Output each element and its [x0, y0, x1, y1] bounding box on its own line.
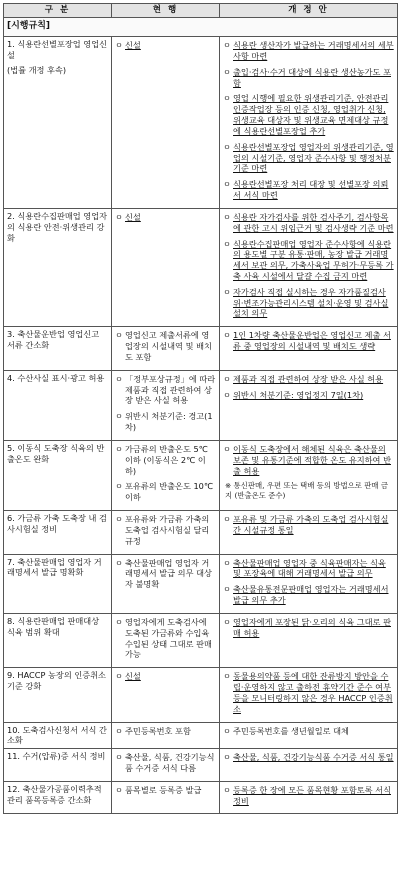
revised-text: 식용란수집판매업 영업자 준수사항에 식용란의 용도별 구분 유통·판매, 농장 발급 거래명세서 보관 의무, 가축사육업 무허가·무등록 가축 사육 시설에서 달걀 수집 금지 마련 [233, 238, 394, 281]
current-item [115, 40, 216, 51]
revised-cell [220, 511, 398, 554]
bullet-mark: ㅇ [115, 557, 123, 568]
category-text: 3. 축산물운반업 영업신고 서류 간소화 [7, 329, 100, 351]
revised-cell [220, 781, 398, 814]
category-cell [4, 722, 112, 749]
current-cell [112, 613, 220, 667]
revised-item [223, 671, 394, 714]
table-row [4, 208, 398, 326]
bullet-mark: ㅇ [115, 481, 123, 492]
current-cell [112, 511, 220, 554]
category-note: (법률 개정 후속) [7, 64, 67, 75]
current-item [115, 481, 216, 503]
category-text: 1. 식용란선별포장업 영업신설 [7, 39, 108, 60]
category-cell [4, 37, 112, 209]
current-cell [112, 370, 220, 440]
table-row [4, 749, 398, 782]
current-text: 품목별로 등록증 발급 [125, 784, 202, 795]
current-cell [112, 327, 220, 370]
category-cell [4, 668, 112, 722]
current-cell [112, 440, 220, 510]
current-item [115, 444, 216, 476]
category-cell [4, 781, 112, 814]
header-category: 구 분 [4, 4, 112, 18]
revised-text: 영업자에게 포장된 닭·오리의 식육 그대로 판매 허용 [233, 616, 391, 638]
category-cell [4, 613, 112, 667]
bullet-mark: ㅇ [223, 784, 231, 795]
current-cell [112, 668, 220, 722]
current-item [115, 752, 216, 774]
current-item [115, 411, 216, 433]
current-cell [112, 37, 220, 209]
current-cell [112, 781, 220, 814]
revised-item [223, 142, 394, 174]
revised-text: 주민등록번호를 생년월일로 대체 [233, 725, 349, 736]
revised-item [223, 752, 394, 763]
bullet-mark: ㅇ [223, 238, 231, 249]
current-text: 신설 [125, 211, 141, 222]
section-row [4, 18, 398, 37]
table-row [4, 511, 398, 554]
revised-cell [220, 327, 398, 370]
category-text: 9. HACCP 농장의 인증취소 기준 강화 [7, 670, 106, 692]
bullet-mark: ㅇ [223, 179, 231, 190]
bullet-mark: ㅇ [223, 211, 231, 222]
revised-text: 출입·검사·수거 대상에 식용란 생산농가도 포함 [233, 66, 391, 88]
current-text: 신설 [125, 671, 141, 682]
revised-text: 포유류 및 가금류 가축의 도축업 검사시험실간 시설규정 통일 [233, 514, 389, 535]
revised-cell [220, 440, 398, 510]
category-text: 4. 수산사실 표시·광고 허용 [7, 372, 105, 383]
table-row [4, 440, 398, 510]
bullet-mark: ㅇ [115, 373, 123, 384]
bullet-mark: ㅇ [223, 725, 231, 736]
bullet-mark: ㅇ [115, 671, 123, 682]
revised-item [223, 584, 394, 606]
category-text: 5. 이동식 도축장 식육의 반출온도 완화 [7, 442, 105, 464]
bullet-mark: ㅇ [223, 557, 231, 568]
revised-item [223, 558, 394, 580]
current-item [115, 558, 216, 590]
current-text: 축산물판매업 영업자 거래명세서 발급 의무 대상자 불명확 [125, 557, 212, 590]
table-row [4, 668, 398, 722]
table-row [4, 781, 398, 814]
revised-text: 축산물판매업 영업자 중 식육판매자는 식육 및 포장육에 대해 거래명세서 발급 의무 [233, 557, 386, 579]
category-text: 2. 식용란수집판매업 영업자의 식용란 안전·위생관리 강화 [7, 210, 108, 243]
revised-cell [220, 613, 398, 667]
revised-item [223, 617, 394, 639]
bullet-mark: ㅇ [223, 584, 231, 595]
category-cell [4, 511, 112, 554]
current-item [115, 330, 216, 362]
current-text: 영업신고 제출서류에 영업장의 시설내역 및 배치도 포함 [125, 330, 212, 362]
current-cell [112, 722, 220, 749]
bullet-mark: ㅇ [223, 373, 231, 384]
revised-text: 1인 1차량 축산물운반업은 영업신고 제출 서류 중 영업장의 시설내역 및 배치도 생략 [233, 330, 391, 352]
revised-text: 식용란선별포장 처리 대장 및 선별포장 의뢰서 서식 마련 [233, 179, 389, 201]
revised-item [223, 239, 394, 282]
bullet-mark: ㅇ [223, 616, 231, 627]
revised-item [223, 444, 394, 476]
revised-text: 이동식 도축장에서 해체된 식육은 축산물의 보존 및 유통기준에 적합한 온도 유지하여 반출 허용 [233, 443, 391, 476]
bullet-mark: ㅇ [115, 411, 123, 422]
bullet-mark: ㅇ [115, 752, 123, 763]
current-text: 포유류와 가금류 가축의 도축업 검사시험실 달리 규정 [125, 514, 210, 546]
bullet-mark: ㅇ [223, 66, 231, 77]
current-cell [112, 208, 220, 326]
current-text: 축산물, 식품, 건강기능식품 수거증 서식 다름 [125, 752, 215, 773]
section-label: [시행규칙] [4, 18, 398, 37]
revised-item [223, 93, 394, 136]
bullet-mark: ㅇ [223, 141, 231, 152]
revised-cell [220, 37, 398, 209]
current-item [115, 671, 216, 682]
revised-cell [220, 554, 398, 613]
current-text: 가금류의 반출온도 5℃ 이하 (이동식은 2℃ 이하) [125, 443, 208, 476]
current-item [115, 726, 216, 737]
comparison-table [3, 3, 398, 814]
header-revised: 개 정 안 [220, 4, 398, 18]
revised-text: 식용란선별포장업 영업자의 위생관리기준, 영업의 시설기준, 영업자 준수사항 및 행정처분 기준 마련 [233, 141, 394, 174]
category-cell [4, 327, 112, 370]
category-text: 7. 축산물판매업 영업자 거래명세서 발급 명확화 [7, 556, 102, 578]
bullet-mark: ㅇ [115, 514, 123, 525]
revised-item [223, 179, 394, 201]
revised-item [223, 212, 394, 234]
bullet-mark: ㅇ [223, 93, 231, 104]
revised-item [223, 726, 394, 737]
current-text: 영업자에게 도축검사에 도축된 가금류와 수입육 수입된 상태 그대로 판매 가능 [125, 616, 212, 660]
category-cell [4, 440, 112, 510]
bullet-mark: ㅇ [223, 752, 231, 763]
current-item [115, 785, 216, 796]
current-text: 「정부포상규정」에 따라 제품과 직접 관련하여 상장 받은 사실 허용 [125, 373, 216, 406]
bullet-mark: ㅇ [115, 330, 123, 341]
revised-text: 위반시 처분기준: 영업정지 7일(1차) [233, 389, 364, 400]
table-row [4, 722, 398, 749]
current-cell [112, 749, 220, 782]
bullet-mark: ㅇ [223, 286, 231, 297]
revised-item [223, 67, 394, 89]
current-text: 위반시 처분기준: 경고(1차) [125, 411, 213, 433]
category-cell [4, 749, 112, 782]
table-row [4, 370, 398, 440]
bullet-mark: ㅇ [223, 443, 231, 454]
current-item [115, 212, 216, 223]
revised-item [223, 40, 394, 62]
revised-item [223, 390, 394, 401]
current-cell [112, 554, 220, 613]
revised-text: 영업 시행에 필요한 위생관리기준, 안전관리인증작업장 등의 인증 신청, 영업취가 신청, 위생교육 대상자 및 위생교육 면제대상 규정에 식용란선별포장업 추가 [233, 93, 389, 136]
category-cell [4, 208, 112, 326]
revised-item [223, 374, 394, 385]
category-text: 8. 식용란판매업 판매대상 식육 범위 확대 [7, 615, 100, 637]
category-text: 6. 가금류 가축 도축장 내 검사시험실 정비 [7, 513, 107, 534]
current-text: 포유류의 반출온도 10℃ 이하 [125, 481, 214, 503]
bullet-mark: ㅇ [223, 514, 231, 525]
category-text: 11. 수거(압류)증 서식 정비 [7, 751, 106, 762]
revised-text: 식용란 생산자가 발급하는 거래명세서의 세부사항 마련 [233, 40, 394, 61]
bullet-mark: ㅇ [223, 40, 231, 51]
header-current: 현 행 [112, 4, 220, 18]
revised-cell [220, 668, 398, 722]
revised-cell [220, 722, 398, 749]
revised-item [223, 514, 394, 536]
bullet-mark: ㅇ [223, 671, 231, 682]
revised-item [223, 785, 394, 807]
current-text: 주민등록번호 포함 [125, 725, 191, 736]
bullet-mark: ㅇ [115, 443, 123, 454]
bullet-mark: ㅇ [223, 330, 231, 341]
revised-text: 축산물, 식품, 건강기능식품 수거증 서식 통일 [233, 752, 394, 763]
header-row [4, 4, 398, 18]
revised-text: 축산물유통전문판매업 영업자는 거래명세서 발급 의무 추가 [233, 584, 389, 606]
current-text: 신설 [125, 40, 141, 51]
current-item [115, 374, 216, 406]
revised-text: 제품과 직접 관련하여 상장 받은 사실 허용 [233, 373, 384, 384]
revised-item [223, 330, 394, 352]
revised-cell [220, 370, 398, 440]
category-text: 12. 축산물가공품이력추적관리 품목등록증 간소화 [7, 783, 102, 805]
bullet-mark: ㅇ [223, 389, 231, 400]
revised-cell [220, 208, 398, 326]
table-row [4, 37, 398, 209]
bullet-mark: ㅇ [115, 40, 123, 51]
bullet-mark: ㅇ [115, 725, 123, 736]
category-text: 10. 도축검사신청서 서식 간소화 [7, 724, 107, 746]
category-cell [4, 554, 112, 613]
revised-text: 자가검사 직접 실시하는 경우 자가품질검사 위·변조가능관리시스템 설치·운영 및 검사실 설치 의무 [233, 286, 389, 319]
revised-text: 등록증 한 장에 모든 품목현황 포함토록 서식 정비 [233, 784, 391, 806]
bullet-mark: ㅇ [115, 211, 123, 222]
revised-text: 식용란 자가검사를 위한 검사주기, 검사항목에 관한 고시 위임근거 및 검사생략 기준 마련 [233, 211, 394, 233]
table-row [4, 327, 398, 370]
bullet-mark: ㅇ [115, 784, 123, 795]
revised-cell [220, 749, 398, 782]
table-row [4, 554, 398, 613]
current-item [115, 514, 216, 546]
revised-text: 동물용의약품 등에 대한 잔류방지 방안을 수립·운영하지 않고 출하전 휴약기간 준수 여부 등을 모니터링하지 않은 경우 HACCP 인증취소 [233, 671, 393, 714]
revised-item [223, 287, 394, 319]
category-cell [4, 370, 112, 440]
bullet-mark: ㅇ [115, 616, 123, 627]
current-item [115, 617, 216, 660]
revised-subnote: ※ 통신판매, 우편 또는 택배 등의 방법으로 판매 금지 (반출온도 준수) [225, 481, 388, 501]
table-row [4, 613, 398, 667]
